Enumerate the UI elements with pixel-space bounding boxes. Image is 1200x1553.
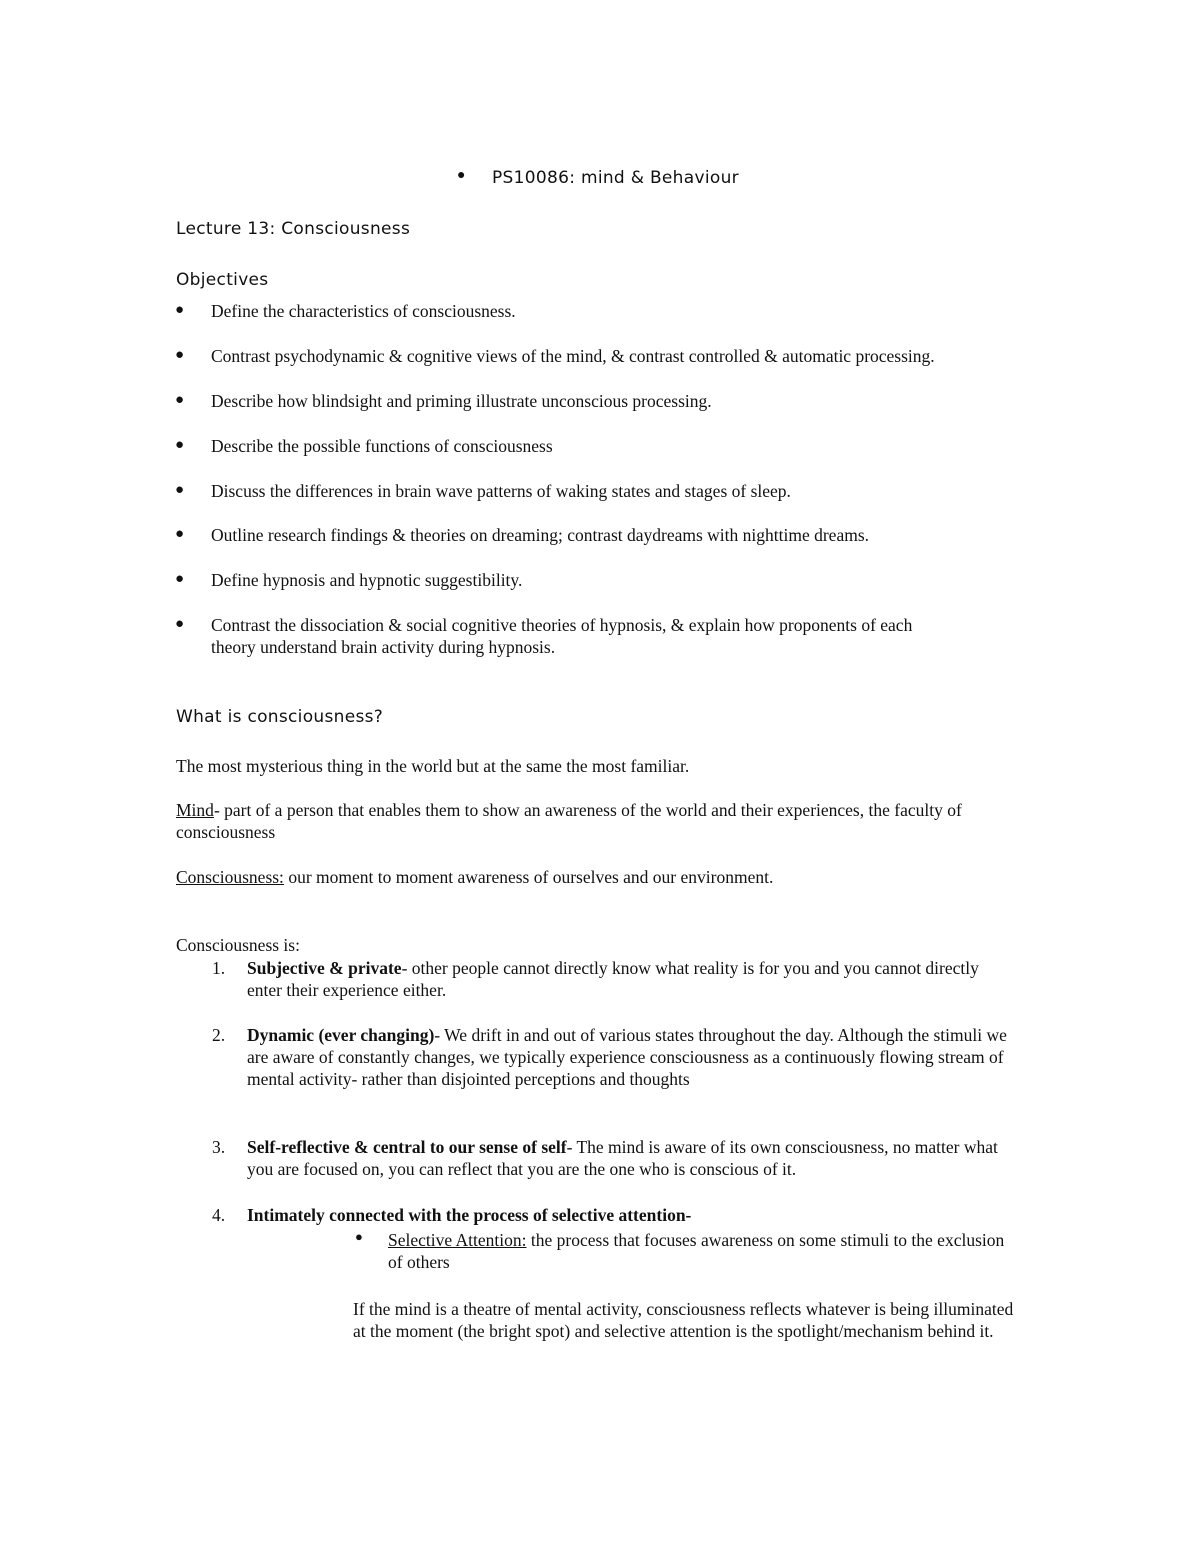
mind-definition	[176, 799, 1006, 843]
intro-text: The most mysterious thing in the world but at the same the most familiar.	[176, 756, 690, 776]
item-bold: Self-reflective & central to our sense of self	[247, 1137, 567, 1157]
list-bullet: ●	[175, 392, 185, 408]
list-item	[247, 1024, 1022, 1090]
list-item: Contrast the dissociation & social cognitive theories of hypnosis, & explain how proponents of each theory understand brain activity during hypnosis.	[211, 615, 913, 657]
item-text: - The mind is aware of its own consciousness, no matter what you are focused on, you can reflect that you are the one who is conscious of it.	[247, 1137, 998, 1179]
item-number: 2.	[212, 1025, 226, 1045]
list-bullet: ●	[175, 482, 185, 498]
item-number: 1.	[212, 958, 226, 978]
item-bold: Intimately connected with the process of selective attention-	[247, 1205, 692, 1225]
mind-def: - part of a person that enables them to show an awareness of the world and their experiences, the faculty of consciousness	[176, 800, 962, 842]
theatre-paragraph: If the mind is a theatre of mental activity, consciousness reflects whatever is being illuminated at the moment (the bright spot) and selective attention is the spotlight/mechanism behind it.	[353, 1299, 1014, 1341]
list-item	[247, 957, 1017, 1001]
list-bullet: ●	[175, 571, 185, 587]
item-number: 4.	[212, 1205, 226, 1225]
consciousness-is-label: Consciousness is:	[176, 935, 300, 955]
list-bullet: ●	[175, 526, 185, 542]
consciousness-def: our moment to moment awareness of ourselves and our environment.	[283, 867, 774, 887]
list-bullet: ●	[175, 347, 185, 363]
lecture-title: Lecture 13: Consciousness	[176, 219, 411, 239]
list-item	[247, 1136, 1007, 1180]
list-item: Describe the possible functions of consciousness	[211, 436, 553, 456]
item-bold: Dynamic (ever changing)	[247, 1025, 435, 1045]
selective-attention-def: the process that focuses awareness on some stimuli to the exclusion of others	[388, 1230, 1005, 1272]
list-item: Contrast psychodynamic & cognitive views of the mind, & contrast controlled & automatic processing.	[211, 346, 935, 366]
list-item: Describe how blindsight and priming illustrate unconscious processing.	[211, 391, 712, 411]
sub-bullet: ●	[355, 1229, 363, 1244]
list-item	[247, 1204, 1037, 1226]
consciousness-definition	[176, 866, 1036, 888]
list-item: Define the characteristics of consciousness.	[211, 301, 516, 321]
list-bullet: ●	[175, 616, 185, 632]
list-bullet: ●	[175, 437, 185, 453]
section-heading: What is consciousness?	[176, 707, 384, 727]
list-item: Define hypnosis and hypnotic suggestibility.	[211, 570, 523, 590]
item-bold: Subjective & private	[247, 958, 402, 978]
item-text: - We drift in and out of various states throughout the day. Although the stimuli we are aware of constantly changes, we typically experience consciousness as a continuously flowing stream of mental activity- rather than disjointed perceptions and thoughts	[247, 1025, 1007, 1089]
item-text: - other people cannot directly know what reality is for you and you cannot directly enter their experience either.	[247, 958, 979, 1000]
list-item: Outline research findings & theories on dreaming; contrast daydreams with nighttime dreams.	[211, 525, 870, 545]
item-number: 3.	[212, 1137, 226, 1157]
course-title: PS10086: mind & Behaviour	[492, 168, 739, 188]
consciousness-term: Consciousness:	[176, 867, 284, 887]
objectives-heading: Objectives	[176, 270, 269, 290]
title-bullet: ●	[457, 168, 466, 183]
selective-attention-term: Selective Attention:	[388, 1230, 527, 1250]
selective-attention-definition	[388, 1229, 1018, 1273]
list-item: Discuss the differences in brain wave patterns of waking states and stages of sleep.	[211, 481, 791, 501]
mind-term: Mind	[176, 800, 214, 820]
list-bullet: ●	[175, 302, 185, 318]
